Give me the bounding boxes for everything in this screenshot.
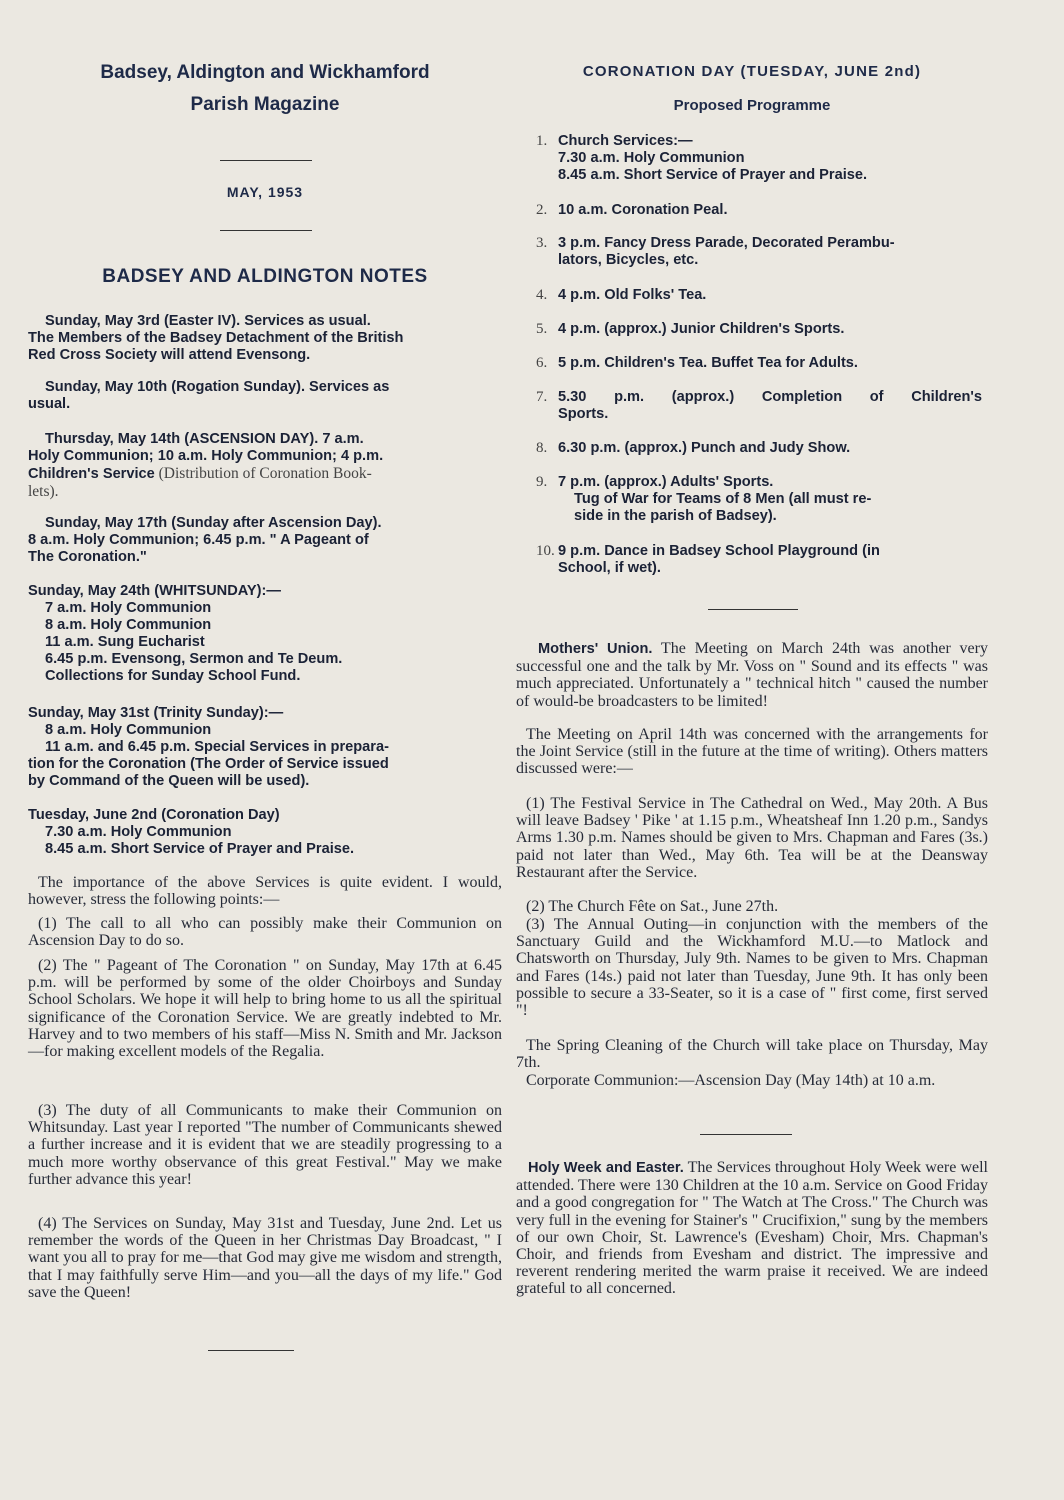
- text-line: by Command of the Queen will be used).: [28, 773, 310, 789]
- holy-week-label: Holy Week and Easter.: [528, 1160, 684, 1176]
- divider: [220, 160, 312, 161]
- item-number: 7.: [536, 389, 548, 405]
- text-line: 7.30 a.m. Holy Communion: [45, 824, 232, 840]
- text-line: lets).: [28, 483, 59, 500]
- mothers-union-p6: The Spring Cleaning of the Church will take place on Thursday, May 7th.: [516, 1037, 988, 1072]
- mothers-union-text: The Meeting on March 24th was another very successful one and the talk by Mr. Voss on " Sound and its effects " was much appreciated. Unfortunately a " technical hitch " caused the number of would-be broadcasters to be limited!: [516, 640, 988, 710]
- text-line: The Members of the Badsey Detachment of the British: [28, 330, 404, 346]
- item-number: 3.: [536, 235, 548, 251]
- notes-may-17: [28, 515, 502, 566]
- item-number: 9.: [536, 474, 548, 490]
- divider: [220, 230, 312, 231]
- item-text: 5.30 p.m. (approx.) Completion of Children's: [558, 389, 982, 405]
- mothers-union-p7: Corporate Communion:—Ascension Day (May 14th) at 10 a.m.: [526, 1072, 936, 1089]
- notes-may-31: [28, 705, 502, 790]
- mothers-union-p3: (1) The Festival Service in The Cathedral on Wed., May 20th. A Bus will leave Badsey ' Pike ' at 1.15 p.m., Wheatsheaf Inn 1.20 p.m., Sandys Arms 1.30 p.m. Names should be given to Mrs. Chapman and Fares (3s.) paid not later than Wed., May 6th. Tea will be at the Deansway Restaurant after the Service.: [516, 795, 988, 881]
- text-line: Sunday, May 10th (Rogation Sunday). Services as: [45, 379, 390, 395]
- item-text: 9 p.m. Dance in Badsey School Playground (in: [558, 543, 880, 559]
- programme-item-8: [536, 440, 988, 457]
- mothers-union-p5: (3) The Annual Outing—in conjunction with the members of the Sanctuary Guild and the Wickhamford M.U.—to Matlock and Chatsworth on Thursday, July 9th. Names to be given to Mrs. Chapman and Fares (14s.) paid not later than Tuesday, June 9th. It has only been possible to secure a 33-Seater, so it is a case of " first come, first served "!: [516, 916, 988, 1020]
- point-3: (3) The duty of all Communicants to make their Communion on Whitsunday. Last year I reported "The number of Communicants shewed a further increase and it is evident that we are steadily progressing to a much more worthy observance of this great Festival." May we make further advance this year!: [28, 1102, 502, 1188]
- programme-item-5: [536, 321, 988, 338]
- item-number: 2.: [536, 202, 548, 218]
- notes-may-24: [28, 583, 502, 685]
- item-subtext: 7.30 a.m. Holy Communion: [558, 150, 745, 166]
- text-line: [28, 465, 502, 483]
- text-line: Sunday, May 24th (WHITSUNDAY):—: [28, 583, 281, 599]
- item-number: 8.: [536, 440, 548, 456]
- programme-item-4: [536, 287, 988, 304]
- item-text: 7 p.m. (approx.) Adults' Sports.: [558, 474, 774, 490]
- text-line: 8 a.m. Holy Communion; 6.45 p.m. " A Pageant of: [28, 532, 369, 548]
- holy-week-paragraph: [516, 1159, 988, 1298]
- programme-item-2: [536, 202, 988, 219]
- text-line: Red Cross Society will attend Evensong.: [28, 347, 311, 363]
- notes-may-3: [28, 313, 502, 364]
- item-text: 4 p.m. Old Folks' Tea.: [558, 287, 707, 303]
- programme-item-1: [536, 133, 988, 184]
- notes-may-14: [28, 431, 502, 500]
- item-subtext: Tug of War for Teams of 8 Men (all must re-: [574, 491, 872, 507]
- issue-date: MAY, 1953: [226, 184, 304, 200]
- point-4: (4) The Services on Sunday, May 31st and Tuesday, June 2nd. Let us remember the words of the Queen in her Christmas Day Broadcast, " I want you all to pray for me—that God may give me wisdom and strength, that I may faithfully serve Him—and you—all the days of my life." God save the Queen!: [28, 1215, 502, 1301]
- text-line: 7 a.m. Holy Communion: [45, 600, 212, 616]
- programme-item-6: [536, 355, 988, 372]
- magazine-title-line2: Parish Magazine: [190, 94, 340, 115]
- item-text: 3 p.m. Fancy Dress Parade, Decorated Perambu-: [558, 235, 895, 251]
- divider: [208, 1350, 294, 1351]
- text-line: 8 a.m. Holy Communion: [45, 617, 212, 633]
- mothers-union-p1: [516, 640, 988, 710]
- text-line: Collections for Sunday School Fund.: [45, 668, 301, 684]
- notes-june-2: [28, 807, 502, 858]
- text-line: usual.: [28, 396, 71, 412]
- programme-item-10: [536, 543, 988, 577]
- item-number: 10.: [536, 543, 555, 559]
- notes-heading: BADSEY AND ALDINGTON NOTES: [102, 266, 428, 287]
- item-subtext: 8.45 a.m. Short Service of Prayer and Praise.: [558, 167, 868, 183]
- text-line: tion for the Coronation (The Order of Service issued: [28, 756, 389, 772]
- magazine-title-line1: Badsey, Aldington and Wickhamford: [100, 62, 430, 83]
- programme-item-7: [536, 389, 988, 423]
- programme-item-9: [536, 474, 988, 525]
- text-line: 11 a.m. Sung Eucharist: [45, 634, 205, 650]
- holy-week-text: The Services throughout Holy Week were well attended. There were 130 Children at the 10 a.m. Service on Good Friday and a good congregation for " The Watch at The Cross." The Church was very full in the evening for Stainer's " Crucifixion," sung by the members of our own Choir, St. Lawrence's (Evesham) Choir, Mrs. Chapman's Choir, and friends from Evesham and district. The impressive and reverent rendering merited the warm praise it received. We are indeed grateful to all concerned.: [516, 1159, 988, 1298]
- programme-subheading: Proposed Programme: [673, 97, 831, 114]
- text-line: Thursday, May 14th (ASCENSION DAY). 7 a.m.: [45, 431, 364, 447]
- text-line: Tuesday, June 2nd (Coronation Day): [28, 807, 280, 823]
- item-number: 6.: [536, 355, 548, 371]
- item-number: 4.: [536, 287, 548, 303]
- item-text: 10 a.m. Coronation Peal.: [558, 202, 728, 218]
- text-line: 11 a.m. and 6.45 p.m. Special Services in prepara-: [45, 739, 389, 755]
- item-text: 6.30 p.m. (approx.) Punch and Judy Show.: [558, 440, 851, 456]
- item-text: 4 p.m. (approx.) Junior Children's Sports.: [558, 321, 845, 337]
- item-text: Sports.: [558, 406, 609, 422]
- text-plain: (Distribution of Coronation Book-: [154, 465, 372, 482]
- coronation-heading: CORONATION DAY (TUESDAY, JUNE 2nd): [582, 63, 922, 80]
- text-bold: Children's Service: [28, 466, 155, 482]
- mothers-union-p4: (2) The Church Fête on Sat., June 27th.: [526, 898, 779, 915]
- text-line: Holy Communion; 10 a.m. Holy Communion; 4 p.m.: [28, 448, 384, 464]
- text-line: 8.45 a.m. Short Service of Prayer and Praise.: [45, 841, 355, 857]
- mothers-union-p2: The Meeting on April 14th was concerned with the arrangements for the Joint Service (still in the future at the time of writing). Others matters discussed were:—: [516, 726, 988, 778]
- item-text: lators, Bicycles, etc.: [558, 252, 699, 268]
- divider: [708, 609, 798, 610]
- item-subtext: side in the parish of Badsey).: [574, 508, 777, 524]
- item-text: 5 p.m. Children's Tea. Buffet Tea for Adults.: [558, 355, 858, 371]
- mothers-union-label: Mothers' Union.: [538, 641, 653, 657]
- point-1: (1) The call to all who can possibly make their Communion on Ascension Day to do so.: [28, 915, 502, 950]
- importance-paragraph: The importance of the above Services is quite evident. I would, however, stress the following points:—: [28, 874, 502, 909]
- item-text: School, if wet).: [558, 560, 661, 576]
- text-line: 6.45 p.m. Evensong, Sermon and Te Deum.: [45, 651, 343, 667]
- text-line: Sunday, May 3rd (Easter IV). Services as usual.: [45, 313, 371, 329]
- text-line: 8 a.m. Holy Communion: [45, 722, 212, 738]
- item-text: Church Services:—: [558, 133, 693, 149]
- divider: [700, 1134, 792, 1135]
- item-number: 1.: [536, 133, 548, 149]
- programme-item-3: [536, 235, 988, 269]
- item-number: 5.: [536, 321, 548, 337]
- notes-may-10: [28, 379, 502, 413]
- point-2: (2) The " Pageant of The Coronation " on Sunday, May 17th at 6.45 p.m. will be performed by some of the older Choirboys and Sunday School Scholars. We hope it will help to bring home to us all the spiritual significance of the Coronation Service. We are greatly indebted to Mr. Harvey and to two members of his staff—Miss N. Smith and Mr. Jackson—for making excellent models of the Regalia.: [28, 957, 502, 1061]
- text-line: Sunday, May 31st (Trinity Sunday):—: [28, 705, 284, 721]
- text-line: The Coronation.": [28, 549, 147, 565]
- text-line: Sunday, May 17th (Sunday after Ascension Day).: [45, 515, 382, 531]
